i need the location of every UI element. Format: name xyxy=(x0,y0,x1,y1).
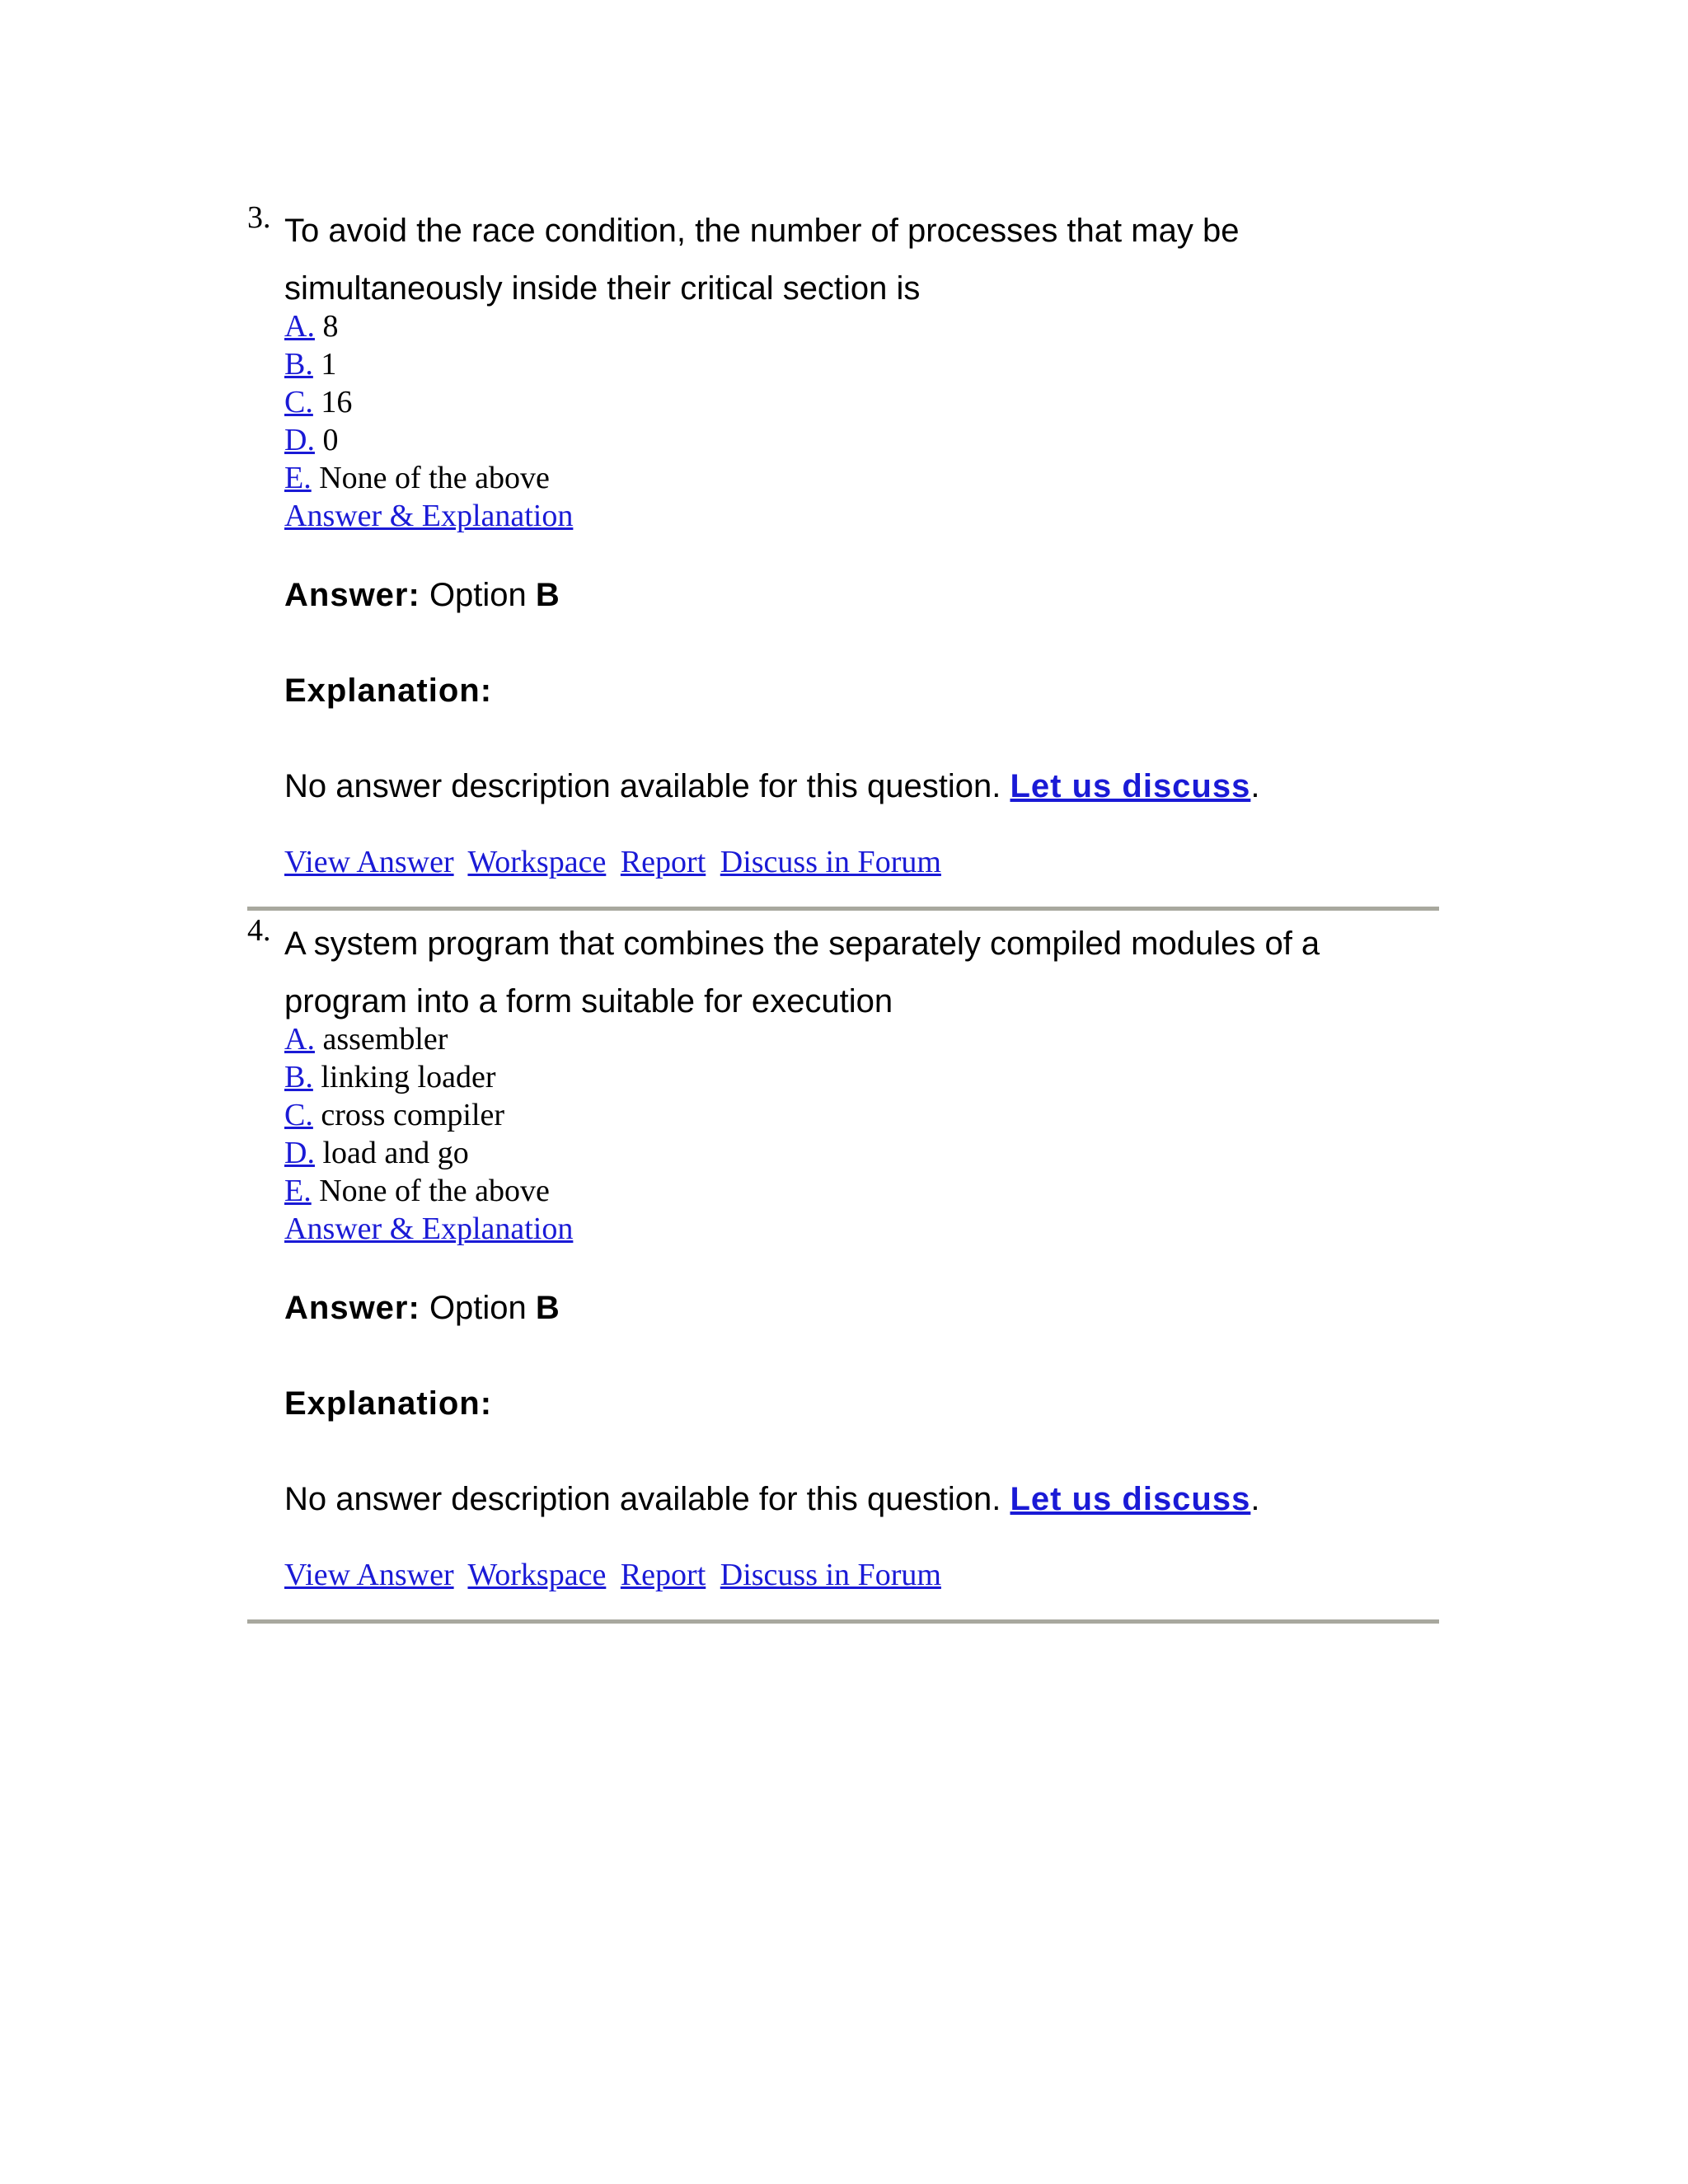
explanation-text xyxy=(284,766,1438,807)
option-e-link[interactable]: E. xyxy=(284,1174,312,1208)
let-us-discuss-link[interactable]: Let us discuss xyxy=(1010,1481,1251,1517)
answer-option-word: Option xyxy=(429,577,527,613)
answer-row xyxy=(284,1287,1438,1329)
explanation-period: . xyxy=(1250,1481,1260,1517)
question-text-line1: A system program that combines the separately compiled modules of a xyxy=(284,926,1320,962)
answer-option-letter: B xyxy=(535,577,560,613)
question-number: 3. xyxy=(247,200,271,235)
option-d xyxy=(284,421,1438,459)
option-d-text: load and go xyxy=(322,1136,469,1170)
option-c-text: 16 xyxy=(321,385,353,419)
question-4 xyxy=(247,915,1441,1624)
option-e-text: None of the above xyxy=(319,1174,550,1208)
question-body xyxy=(284,202,1438,881)
answer-explanation-link[interactable]: Answer & Explanation xyxy=(284,499,574,533)
view-answer-link[interactable]: View Answer xyxy=(284,1558,454,1592)
option-a-text: assembler xyxy=(322,1022,448,1057)
option-e-text: None of the above xyxy=(319,461,550,495)
option-d-link[interactable]: D. xyxy=(284,423,315,457)
option-c-link[interactable]: C. xyxy=(284,1098,313,1132)
answer-row xyxy=(284,574,1438,616)
option-b-text: 1 xyxy=(321,347,337,382)
question-text-line1: To avoid the race condition, the number of processes that may be xyxy=(284,213,1240,249)
option-e xyxy=(284,459,1438,497)
question-text-line2: program into a form suitable for execution xyxy=(284,983,893,1019)
workspace-link[interactable]: Workspace xyxy=(467,1558,607,1592)
option-a-link[interactable]: A. xyxy=(284,1022,315,1057)
view-answer-link[interactable]: View Answer xyxy=(284,845,454,879)
options-list xyxy=(284,307,1438,497)
question-3 xyxy=(247,202,1441,911)
question-text xyxy=(284,202,1438,317)
option-e xyxy=(284,1172,1438,1210)
option-b-link[interactable]: B. xyxy=(284,347,313,382)
discuss-in-forum-link[interactable]: Discuss in Forum xyxy=(720,845,941,879)
option-a-text: 8 xyxy=(322,309,339,344)
option-c-link[interactable]: C. xyxy=(284,385,313,419)
option-a-link[interactable]: A. xyxy=(284,309,315,344)
workspace-link[interactable]: Workspace xyxy=(467,845,607,879)
answer-option-letter: B xyxy=(535,1290,560,1326)
options-list xyxy=(284,1020,1438,1210)
option-d xyxy=(284,1134,1438,1172)
question-text-line2: simultaneously inside their critical section is xyxy=(284,270,921,307)
question-text xyxy=(284,915,1438,1030)
option-b xyxy=(284,1058,1438,1096)
divider xyxy=(247,1619,1439,1624)
answer-label: Answer: xyxy=(284,1290,420,1326)
report-link[interactable]: Report xyxy=(620,1558,706,1592)
answer-option-word: Option xyxy=(429,1290,527,1326)
question-number: 4. xyxy=(247,913,271,948)
discuss-in-forum-link[interactable]: Discuss in Forum xyxy=(720,1558,941,1592)
explanation-title: Explanation: xyxy=(284,1385,493,1422)
option-b-text: linking loader xyxy=(321,1060,496,1094)
option-d-link[interactable]: D. xyxy=(284,1136,315,1170)
option-c-text: cross compiler xyxy=(321,1098,505,1132)
divider xyxy=(247,907,1439,911)
option-b xyxy=(284,345,1438,383)
explanation-body: No answer description available for this question. xyxy=(284,1481,1001,1517)
option-b-link[interactable]: B. xyxy=(284,1060,313,1094)
explanation-period: . xyxy=(1250,768,1260,804)
option-e-link[interactable]: E. xyxy=(284,461,312,495)
explanation-text xyxy=(284,1479,1438,1520)
let-us-discuss-link[interactable]: Let us discuss xyxy=(1010,768,1251,804)
answer-label: Answer: xyxy=(284,577,420,613)
question-footer-links xyxy=(284,1556,1438,1594)
report-link[interactable]: Report xyxy=(620,845,706,879)
option-c xyxy=(284,1096,1438,1134)
explanation-title: Explanation: xyxy=(284,673,493,709)
question-body xyxy=(284,915,1438,1594)
option-c xyxy=(284,383,1438,421)
explanation-body: No answer description available for this question. xyxy=(284,768,1001,804)
question-footer-links xyxy=(284,843,1438,881)
answer-explanation-link[interactable]: Answer & Explanation xyxy=(284,1212,574,1246)
option-d-text: 0 xyxy=(322,423,339,457)
